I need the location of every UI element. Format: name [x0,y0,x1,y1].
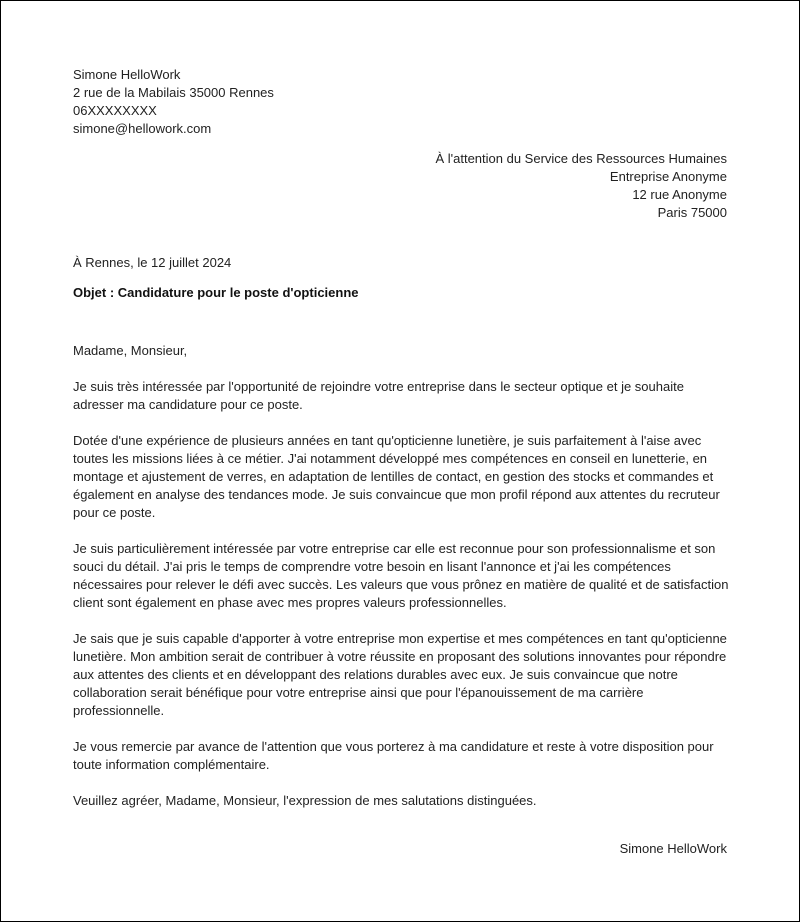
signature: Simone HelloWork [619,841,727,856]
recipient-attention: À l'attention du Service des Ressources Humaines [435,151,727,166]
closing-formula: Veuillez agréer, Madame, Monsieur, l'expression de mes salutations distinguées. [73,793,537,808]
sender-address: 2 rue de la Mabilais 35000 Rennes [73,85,274,100]
body-paragraph: Je vous remercie par avance de l'attention que vous porterez à ma candidature et reste à votre disposition pour toute information complémentaire. [73,739,714,772]
recipient-block [435,150,727,222]
sender-phone: 06XXXXXXXX [73,103,157,118]
body-paragraph: Dotée d'une expérience de plusieurs années en tant qu'opticienne lunetière, je suis parfaitement à l'aise avec toutes les missions liées à ce métier. J'ai notamment développé mes compétences en conseil en lunetterie, en montage et ajustement de verres, en adaptation de lentilles de contact, en gestion des stocks et commandes et également en analyse des tendances mode. Je suis convaincue que mon profil répond aux attentes du recruteur pour ce poste. [73,433,720,520]
body-paragraph: Je suis particulièrement intéressée par votre entreprise car elle est reconnue pour son professionnalisme et son souci du détail. J'ai pris le temps de comprendre votre besoin en lisant l'annonce et j'ai les compétences nécessaires pour relever le défi avec succès. Les valeurs que vous prônez en matière de qualité et de satisfaction client sont également en phase avec mes propres valeurs professionnelles. [73,541,729,610]
sender-block [73,66,274,138]
body-paragraph: Je suis très intéressée par l'opportunité de rejoindre votre entreprise dans le secteur optique et je souhaite adresser ma candidature pour ce poste. [73,379,684,412]
sender-email: simone@hellowork.com [73,121,212,136]
recipient-street: 12 rue Anonyme [632,187,727,202]
recipient-city: Paris 75000 [657,205,727,220]
salutation: Madame, Monsieur, [73,343,188,358]
body-paragraph: Je sais que je suis capable d'apporter à votre entreprise mon expertise et mes compétences en tant qu'opticienne lunetière. Mon ambition serait de contribuer à votre réussite en proposant des solutions innovantes pour répondre aux attentes des clients et en développant des relations durables avec eux. Je suis convaincue que notre collaboration serait bénéfique pour votre entreprise ainsi que pour l'épanouissement de ma carrière professionnelle. [73,631,727,718]
recipient-company: Entreprise Anonyme [609,169,727,184]
sender-name: Simone HelloWork [73,67,181,82]
date-line: À Rennes, le 12 juillet 2024 [73,255,232,270]
letter-subject: Objet : Candidature pour le poste d'opticienne [73,285,359,300]
letter-body [73,342,733,828]
